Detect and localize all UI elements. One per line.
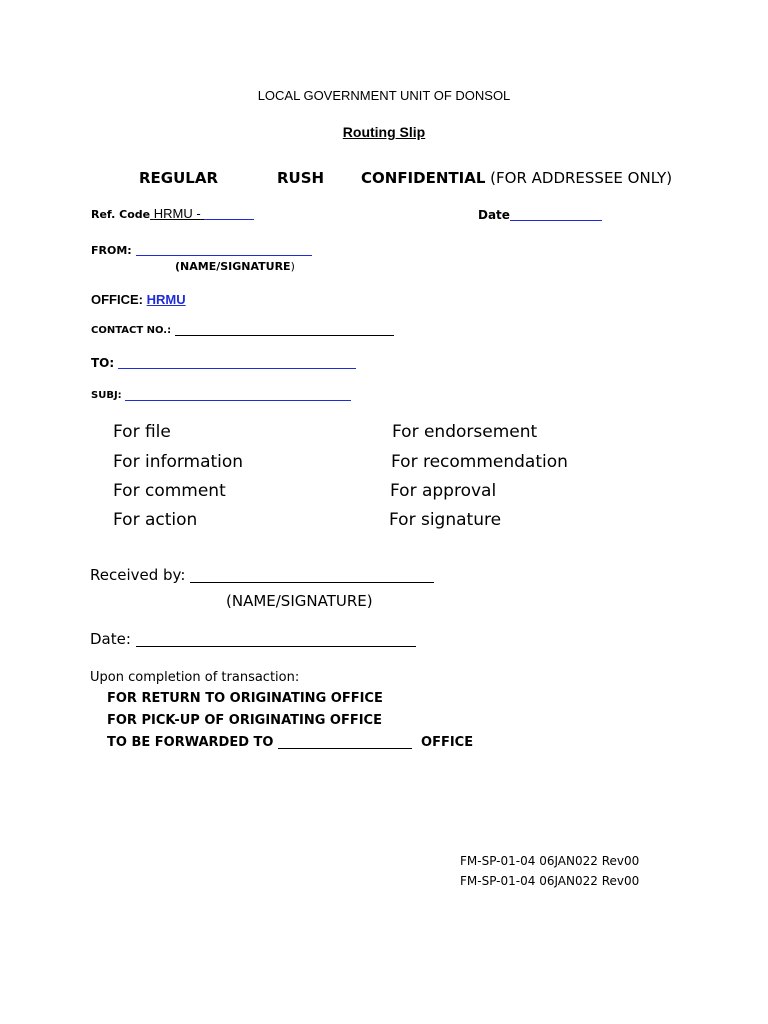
purpose-right-3[interactable]: For approval: [390, 481, 497, 501]
subj-row: [91, 389, 351, 401]
lgu-title: LOCAL GOVERNMENT UNIT OF DONSOL: [257, 88, 511, 103]
office-value[interactable]: HRMU: [146, 292, 186, 307]
confidential-note: (FOR ADDRESSEE ONLY): [490, 169, 673, 187]
subj-label: SUBJ:: [91, 390, 122, 401]
office-label: OFFICE:: [91, 292, 143, 307]
receipt-date-label: Date:: [90, 630, 131, 648]
date-field[interactable]: [510, 208, 602, 221]
contact-row: [91, 325, 394, 336]
contact-label: CONTACT NO.:: [91, 325, 172, 336]
office-row: [91, 293, 186, 306]
from-field[interactable]: [136, 243, 312, 256]
received-by-field[interactable]: [190, 568, 434, 583]
purpose-left-1[interactable]: For file: [113, 422, 171, 442]
form-title: Routing Slip: [342, 124, 426, 140]
purpose-left-3[interactable]: For comment: [113, 481, 226, 501]
purpose-left-4[interactable]: For action: [113, 510, 198, 530]
completion-option-return[interactable]: FOR RETURN TO ORIGINATING OFFICE: [107, 691, 383, 706]
subj-field[interactable]: [125, 389, 351, 401]
ref-code-label: Ref. Code: [91, 208, 151, 221]
from-label: FROM:: [91, 244, 132, 257]
receipt-date-field[interactable]: [136, 632, 416, 647]
priority-confidential: [361, 171, 672, 186]
forward-office-field[interactable]: [278, 736, 412, 749]
ref-code-value: HRMU -: [153, 206, 201, 221]
purpose-right-1[interactable]: For endorsement: [392, 422, 538, 442]
priority-rush: RUSH: [277, 169, 325, 187]
completion-option-pickup[interactable]: FOR PICK-UP OF ORIGINATING OFFICE: [107, 713, 382, 728]
receipt-date-row: [90, 632, 416, 647]
from-caption: (NAME/SIGNATURE): [175, 260, 295, 273]
purpose-right-2[interactable]: For recommendation: [391, 452, 568, 472]
received-caption: (NAME/SIGNATURE): [226, 592, 373, 610]
purpose-left-2[interactable]: For information: [113, 452, 244, 472]
priority-regular: REGULAR: [139, 169, 219, 187]
forward-suffix: OFFICE: [421, 735, 474, 750]
from-row: [91, 243, 312, 256]
ref-code-row: [91, 207, 254, 220]
to-row: [91, 356, 356, 369]
form-code-1: FM-SP-01-04 06JAN022 Rev00: [460, 854, 640, 868]
to-label: TO:: [91, 356, 115, 370]
form-code-2: FM-SP-01-04 06JAN022 Rev00: [460, 874, 640, 888]
received-by-row: [90, 568, 434, 583]
confidential-label: CONFIDENTIAL: [361, 169, 486, 187]
ref-code-field[interactable]: [204, 207, 254, 220]
received-by-label: Received by:: [90, 566, 186, 584]
purpose-right-4[interactable]: For signature: [389, 510, 502, 530]
contact-field[interactable]: [175, 325, 394, 336]
date-row: [478, 208, 602, 221]
date-label: Date: [478, 208, 510, 222]
to-field[interactable]: [118, 356, 356, 369]
forward-prefix: TO BE FORWARDED TO: [107, 735, 274, 750]
completion-forward-row: [107, 736, 473, 749]
completion-intro: Upon completion of transaction:: [90, 670, 300, 685]
